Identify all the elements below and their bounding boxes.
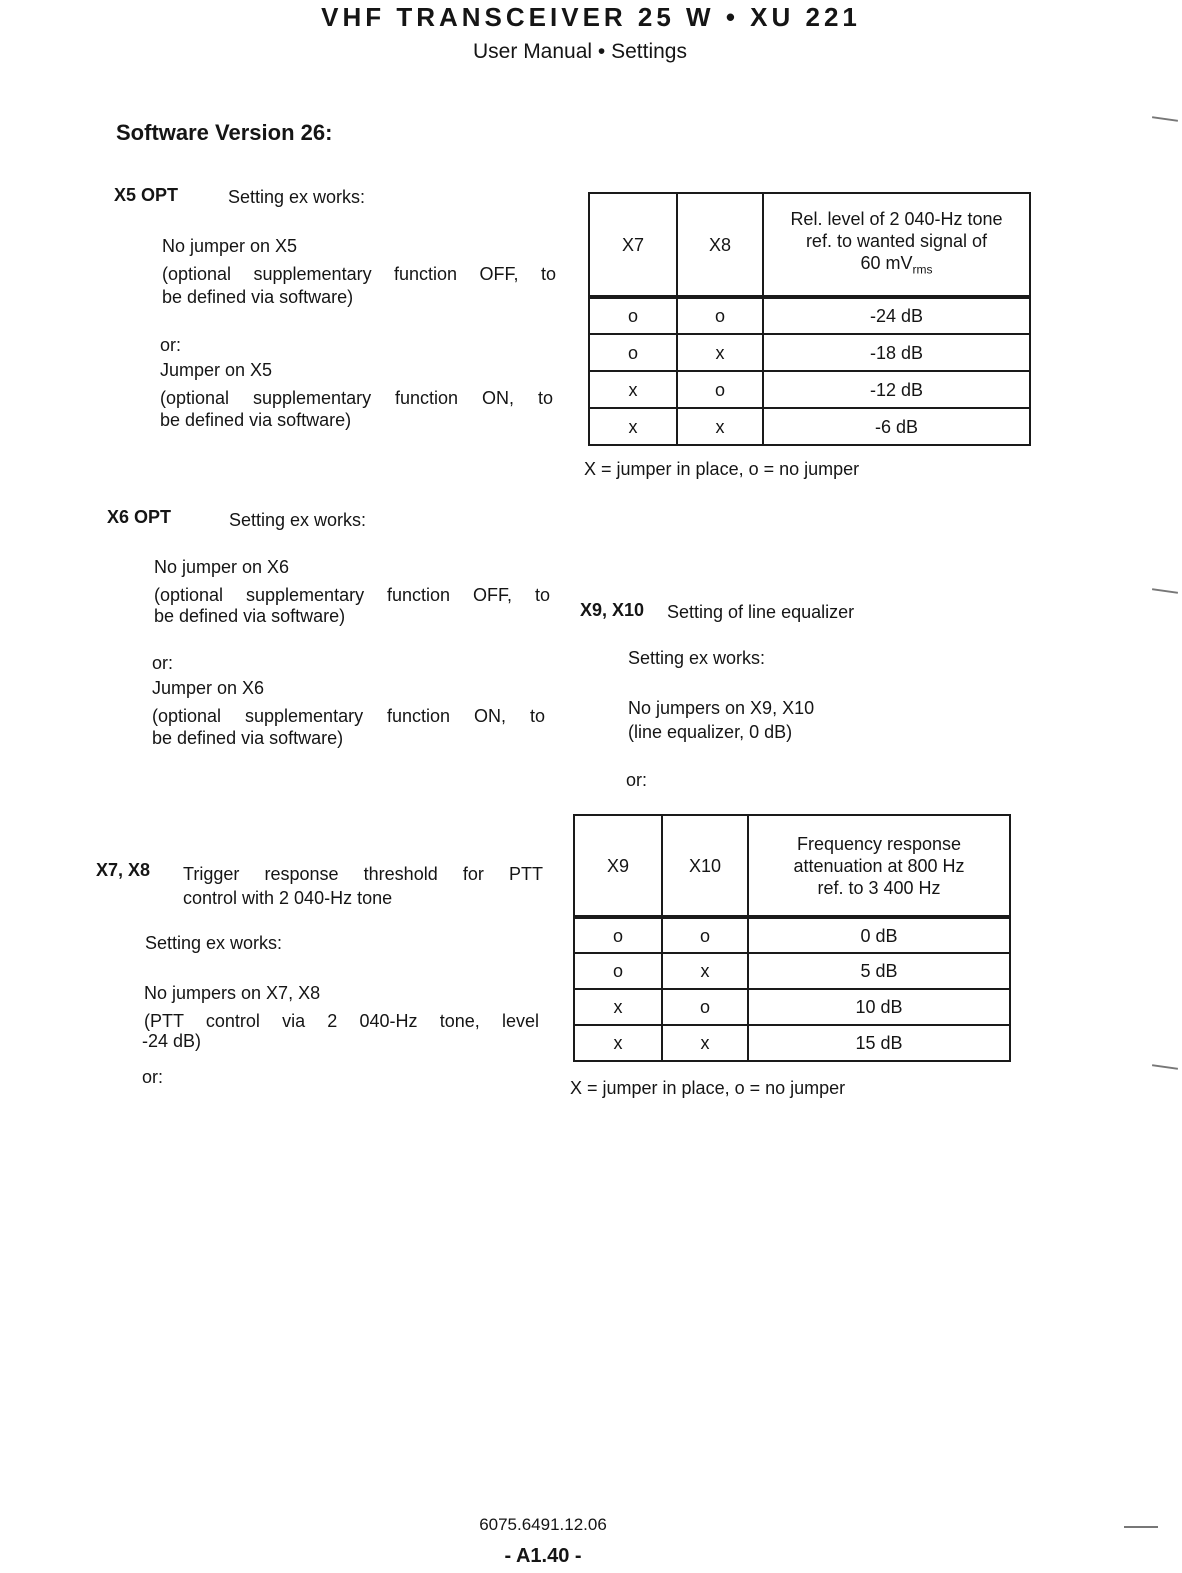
table-header-x9: X9 <box>574 815 662 917</box>
x9-x10-default-title: No jumpers on X9, X10 <box>628 698 815 718</box>
x7-x8-description-line2: control with 2 040-Hz tone <box>183 888 393 908</box>
x5-label: X5 OPT <box>114 185 179 205</box>
x6-setting-ex-works: Setting ex works: <box>229 510 367 530</box>
header-line: Frequency response <box>796 833 962 854</box>
table-header-x8: X8 <box>677 193 763 297</box>
margin-mark <box>1152 588 1178 594</box>
document-subtitle: User Manual • Settings <box>473 40 687 63</box>
table-header-frequency-response <box>748 815 1010 917</box>
x5-option1-title: No jumper on X5 <box>162 236 298 256</box>
x9-x10-description: Setting of line equalizer <box>667 602 855 622</box>
x5-option2-line1: (optional supplementary function ON, to <box>160 388 553 408</box>
x7-x8-or: or: <box>142 1067 164 1087</box>
table-cell: 10 dB <box>748 989 1010 1025</box>
table-row <box>574 953 1010 989</box>
table-row <box>589 408 1030 445</box>
x7-x8-jumper-table <box>588 192 1031 446</box>
table-cell: 15 dB <box>748 1025 1010 1061</box>
x9-x10-setting-ex-works: Setting ex works: <box>628 648 766 668</box>
table-row <box>589 334 1030 371</box>
table-cell: x <box>662 953 748 989</box>
page-number: - A1.40 - <box>504 1545 582 1567</box>
document-title: VHF TRANSCEIVER 25 W • XU 221 <box>321 2 861 32</box>
table-row <box>574 917 1010 953</box>
header-unit-subscript: rms <box>912 262 933 277</box>
table-cell: x <box>589 371 677 408</box>
table-cell: x <box>574 989 662 1025</box>
table-cell: x <box>677 334 763 371</box>
table-cell: x <box>662 1025 748 1061</box>
table-cell: 0 dB <box>748 917 1010 953</box>
x6-option2-title: Jumper on X6 <box>152 678 265 698</box>
table-cell: o <box>662 917 748 953</box>
table-header-relative-level <box>763 193 1030 297</box>
x9-x10-or: or: <box>626 770 648 790</box>
table-header-row <box>574 815 1010 917</box>
section-heading: Software Version 26: <box>116 120 333 145</box>
table-cell: o <box>589 297 677 334</box>
header-line: ref. to wanted signal of <box>805 231 988 252</box>
table-row <box>589 371 1030 408</box>
table-cell: o <box>677 371 763 408</box>
x6-option2-line1: (optional supplementary function ON, to <box>152 706 545 726</box>
x6-or: or: <box>152 653 174 673</box>
x6-option1-line2: be defined via software) <box>154 606 346 626</box>
header-unit: 60 mV <box>860 253 913 274</box>
x9-x10-jumper-table <box>573 814 1011 1062</box>
x9-x10-label: X9, X10 <box>580 600 645 620</box>
table-cell: o <box>589 334 677 371</box>
table-cell: o <box>662 989 748 1025</box>
header-line: Rel. level of 2 040-Hz tone <box>790 209 1003 230</box>
x9-x10-default-line1: (line equalizer, 0 dB) <box>628 722 793 742</box>
document-code: 6075.6491.12.06 <box>479 1515 607 1534</box>
x7-x8-default-line1: (PTT control via 2 040-Hz tone, level <box>144 1011 539 1031</box>
table1-legend: X = jumper in place, o = no jumper <box>584 459 860 479</box>
table-cell: -18 dB <box>763 334 1030 371</box>
table-cell: o <box>677 297 763 334</box>
table-row <box>574 989 1010 1025</box>
x5-option1-line2: be defined via software) <box>162 287 354 307</box>
x7-x8-label: X7, X8 <box>96 860 151 880</box>
margin-mark <box>1124 1526 1158 1528</box>
x7-x8-setting-ex-works: Setting ex works: <box>145 933 283 953</box>
table-row <box>574 1025 1010 1061</box>
table-cell: x <box>677 408 763 445</box>
table-row <box>589 297 1030 334</box>
x7-x8-description-line1: Trigger response threshold for PTT <box>183 864 543 884</box>
x6-label: X6 OPT <box>107 507 172 527</box>
table-cell: -12 dB <box>763 371 1030 408</box>
x6-option2-line2: be defined via software) <box>152 728 344 748</box>
table-cell: x <box>574 1025 662 1061</box>
table-cell: 5 dB <box>748 953 1010 989</box>
table-cell: x <box>589 408 677 445</box>
header-line <box>764 252 1029 281</box>
header-line: attenuation at 800 Hz <box>793 855 965 876</box>
x5-option1-line1: (optional supplementary function OFF, to <box>162 264 556 284</box>
x6-option1-line1: (optional supplementary function OFF, to <box>154 585 550 605</box>
table-cell: o <box>574 953 662 989</box>
table-header-row <box>589 193 1030 297</box>
table-header-x7: X7 <box>589 193 677 297</box>
table-header-x10: X10 <box>662 815 748 917</box>
x6-option1-title: No jumper on X6 <box>154 557 290 577</box>
x5-option2-line2: be defined via software) <box>160 410 352 430</box>
header-line: ref. to 3 400 Hz <box>817 877 941 898</box>
table2-legend: X = jumper in place, o = no jumper <box>570 1078 846 1098</box>
x5-option2-title: Jumper on X5 <box>160 360 273 380</box>
table-cell: -24 dB <box>763 297 1030 334</box>
table-cell: -6 dB <box>763 408 1030 445</box>
x5-or: or: <box>160 335 182 355</box>
x7-x8-default-title: No jumpers on X7, X8 <box>144 983 321 1003</box>
margin-mark <box>1152 1064 1178 1070</box>
x7-x8-default-line2: -24 dB) <box>142 1031 202 1051</box>
table-cell: o <box>574 917 662 953</box>
x5-setting-ex-works: Setting ex works: <box>228 187 366 207</box>
margin-mark <box>1152 116 1178 122</box>
